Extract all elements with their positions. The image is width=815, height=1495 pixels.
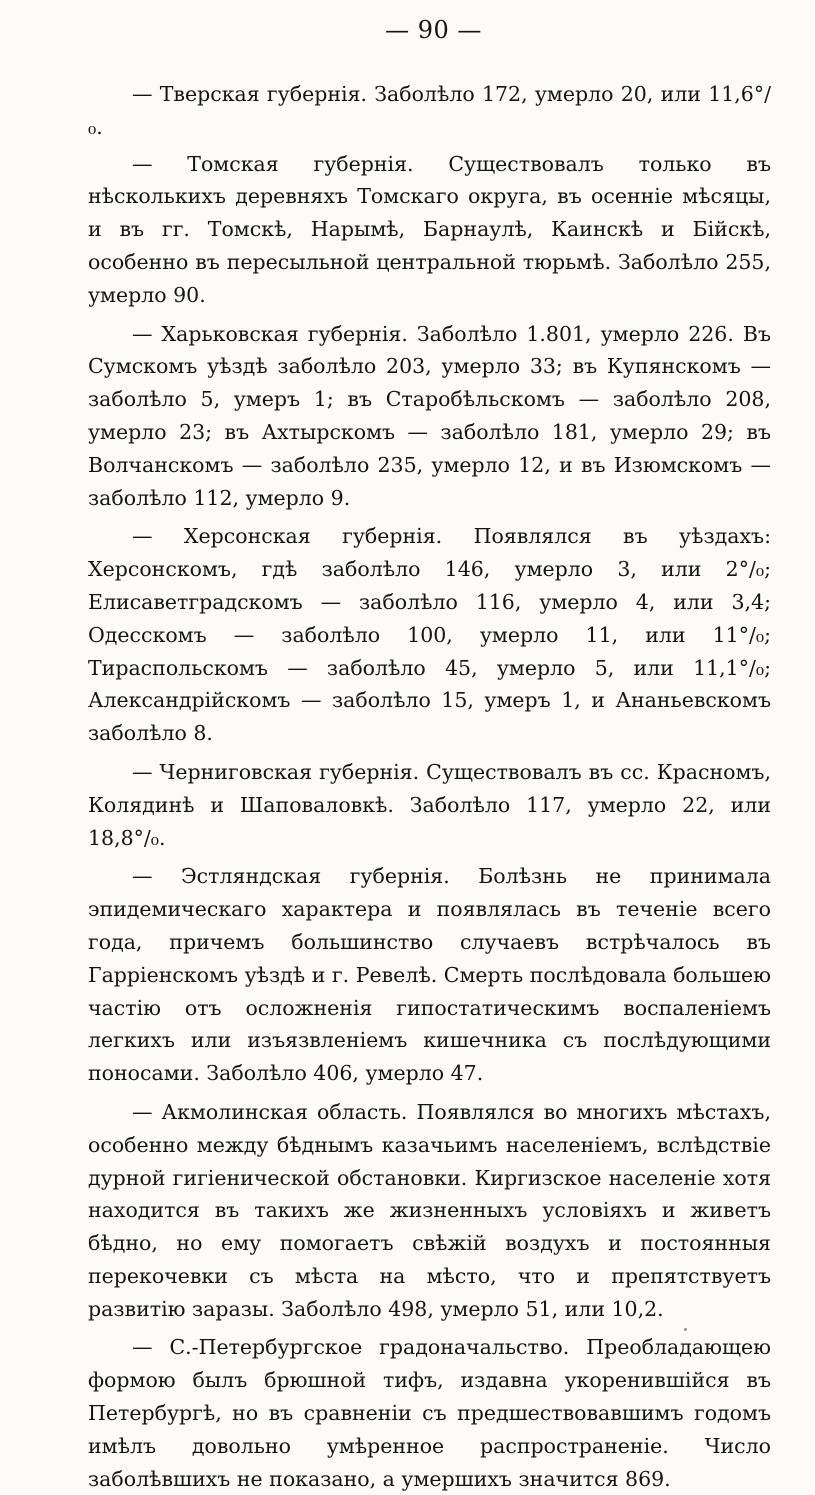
paragraph-kherson: — Херсонская губернія. Появлялся въ уѣздахъ: Херсонскомъ, гдѣ заболѣло 146, умерло 3, или 2°/₀; Елисаветградскомъ — заболѣло 116, умерло 4, или 3,4; Одесскомъ — заболѣло 100, умерло 11, или 11°/₀; Тираспольскомъ — заболѣло 45, умерло 5, или 11,1°/₀; Александрійскомъ — заболѣло 15, умеръ 1, и Ананьевскомъ заболѣло 8. [88, 524, 771, 746]
paragraph-estland: — Эстляндская губернія. Болѣзнь не принимала эпидемическаго характера и появлялась въ теченіе всего года, причемъ большинство случаевъ встрѣчалось въ Гарріенскомъ уѣздѣ и г. Ревелѣ. Смерть послѣдовала большею частію отъ осложненія гипостатическимъ воспаленіемъ легкихъ или изъязвленіемъ кишечника съ послѣдующими поносами. Заболѣло 406, умерло 47. [88, 864, 771, 1086]
paragraph-kharkov: — Харьковская губернія. Заболѣло 1.801, умерло 226. Въ Сумскомъ уѣздѣ заболѣло 203, умерло 33; въ Купянскомъ — заболѣло 5, умеръ 1; въ Старобѣльскомъ — заболѣло 208, умерло 23; въ Ахтырскомъ — заболѣло 181, умерло 29; въ Волчанскомъ — заболѣло 235, умерло 12, и въ Изюмскомъ — заболѣло 112, умерло 9. [88, 321, 771, 510]
paragraph-chernigov: — Черниговская губернія. Существовалъ въ сс. Красномъ, Колядинѣ и Шаповаловкѣ. Заболѣло 117, умерло 22, или 18,8°/₀. [88, 759, 771, 850]
paragraph-tver: — Тверская губернія. Заболѣло 172, умерло 20, или 11,6°/₀. [88, 82, 771, 139]
paragraph-akmolinsk: — Акмолинская область. Появлялся во многихъ мѣстахъ, особенно между бѣднымъ казачьимъ населеніемъ, вслѣдствіе дурной гигіенической обстановки. Киргизское населеніе хотя находится въ такихъ же жизненныхъ условіяхъ и живетъ бѣдно, но ему помогаетъ свѣжій воздухъ и постоянныя перекочевки съ мѣста на мѣсто, что и препятствуетъ развитію заразы. Заболѣло 498, умерло 51, или 10,2. [88, 1099, 771, 1321]
paragraph-st-petersburg: — С.-Петербургское градоначальство. Преобладающею формою былъ брюшной тифъ, издавна укоренившійся въ Петербургѣ, но въ сравненіи съ предшествовавшимъ годомъ имѣлъ довольно умѣренное распространеніе. Число заболѣвшихъ не показано, а умершихъ значится 869. [88, 1335, 771, 1491]
paper-speck [684, 1328, 687, 1331]
paragraph-tomsk: — Томская губернія. Существовалъ только въ нѣсколькихъ деревняхъ Томскаго округа, въ осенніе мѣсяцы, и въ гг. Томскѣ, Нарымѣ, Барнаулѣ, Каинскѣ и Бійскѣ, особенно въ пересыльной центральной тюрьмѣ. Заболѣло 255, умерло 90. [88, 151, 771, 307]
page-number: — 90 — [385, 16, 482, 44]
